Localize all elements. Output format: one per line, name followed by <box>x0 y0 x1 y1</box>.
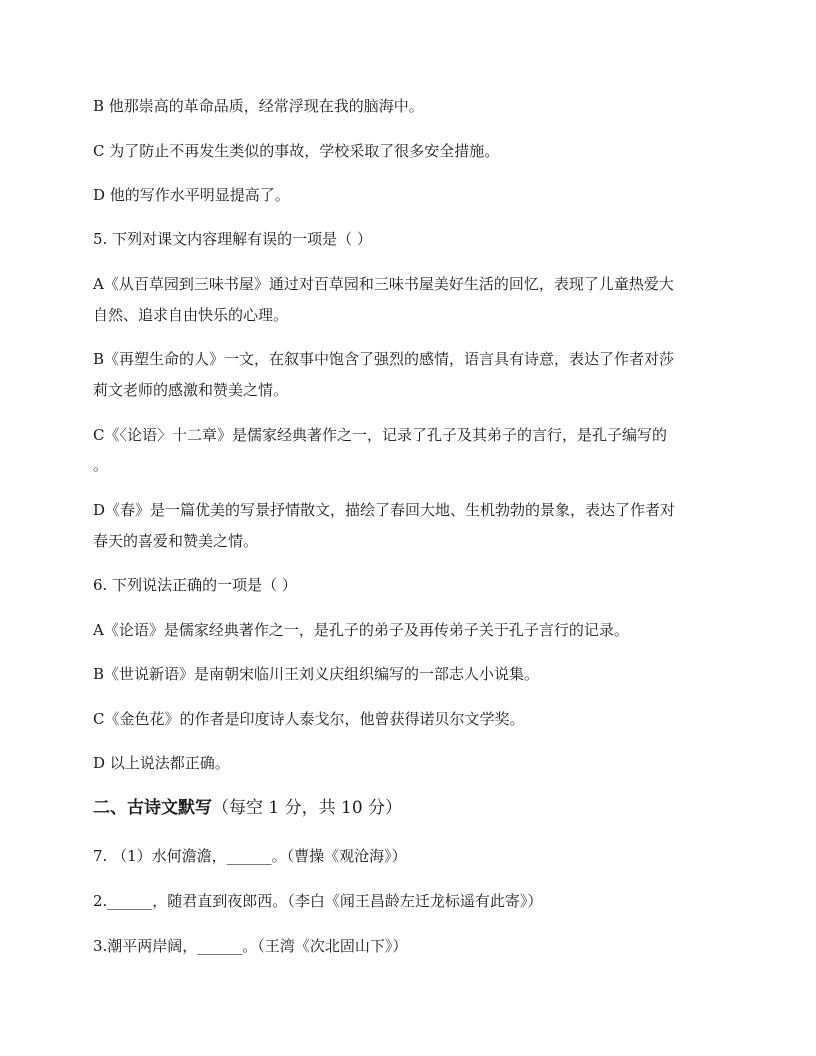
section-score-note: （每空 1 分，共 10 分） <box>212 798 403 818</box>
q7-item-3: 3.潮平两岸阔，______。（王湾《次北固山下》） <box>93 937 408 955</box>
q6-option-c: C《金色花》的作者是印度诗人泰戈尔，他曾获得诺贝尔文学奖。 <box>93 710 525 728</box>
q4-option-c: C 为了防止不再发生类似的事故，学校采取了很多安全措施。 <box>93 142 500 160</box>
q5-option-d-line2: 春天的喜爱和赞美之情。 <box>93 532 259 550</box>
q5-stem: 5. 下列对课文内容理解有误的一项是（ ） <box>93 230 372 248</box>
q6-option-a: A《论语》是儒家经典著作之一，是孔子的弟子及再传弟子关于孔子言行的记录。 <box>93 621 629 639</box>
q5-option-d-line1: D《春》是一篇优美的写景抒情散文，描绘了春回大地、生机勃勃的景象，表达了作者对 <box>93 501 676 519</box>
section-heading <box>93 797 733 819</box>
q5-option-a-line2: 自然、追求自由快乐的心理。 <box>93 306 289 324</box>
q5-option-b-line2: 莉文老师的感激和赞美之情。 <box>93 381 289 399</box>
q7-item-2: 2.______，随君直到夜郎西。（李白《闻王昌龄左迁龙标遥有此寄》） <box>93 892 543 910</box>
q4-option-b: B 他那崇高的革命品质，经常浮现在我的脑海中。 <box>93 97 424 115</box>
q7-item-1: 7. （1）水何澹澹，______。（曹操《观沧海》） <box>93 847 407 865</box>
q6-option-d: D 以上说法都正确。 <box>93 754 230 772</box>
q6-option-b: B《世说新语》是南朝宋临川王刘义庆组织编写的一部志人小说集。 <box>93 665 540 683</box>
q5-option-c-line1: C《〈论语〉十二章》是儒家经典著作之一，记录了孔子及其弟子的言行，是孔子编写的 <box>93 426 667 444</box>
q5-option-c-line2: 。 <box>93 456 109 474</box>
q5-option-b-line1: B《再塑生命的人》一文，在叙事中饱含了强烈的感情，语言具有诗意，表达了作者对莎 <box>93 350 675 368</box>
section-title: 二、古诗文默写 <box>93 798 212 818</box>
q6-stem: 6. 下列说法正确的一项是（ ） <box>93 576 297 594</box>
q4-option-d: D 他的写作水平明显提高了。 <box>93 186 290 204</box>
q5-option-a-line1: A《从百草园到三味书屋》通过对百草园和三味书屋美好生活的回忆，表现了儿童热爱大 <box>93 275 674 293</box>
